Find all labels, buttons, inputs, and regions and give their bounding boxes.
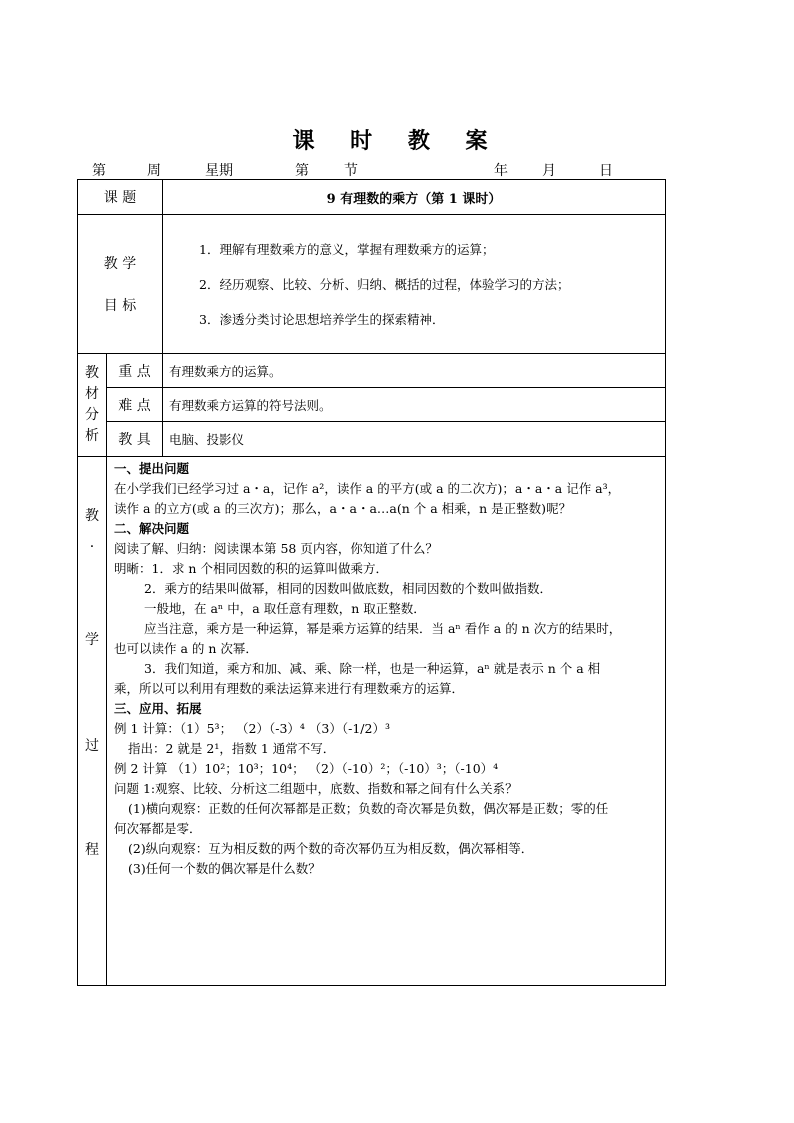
process-label-char: 过: [85, 738, 99, 754]
process-line: 何次幂都是零．: [114, 821, 202, 836]
dateline-year: 年: [494, 163, 508, 179]
dateline-period-prefix: 第: [295, 163, 309, 179]
dateline-week-prefix: 第: [92, 163, 106, 179]
example-line: 例 2 计算 （1）10²；10³；10⁴； （2）（-10）²；（-10）³；（-10）⁴: [114, 761, 499, 776]
analysis-group-label: [78, 354, 107, 457]
topic-value: 9 有理数的乘方（第 1 课时）: [163, 180, 666, 215]
process-line: 指出：2 就是 2¹，指数 1 通常不写．: [128, 741, 336, 756]
goals-label: [78, 215, 163, 354]
process-line: (3)任何一个数的偶次幂是什么数？: [128, 861, 321, 876]
section-heading: 三、应用、拓展: [114, 701, 202, 716]
analysis-group-char: 教: [85, 365, 99, 381]
analysis-row-tools: [78, 422, 666, 457]
goals-content: [163, 215, 666, 354]
process-content: [107, 457, 666, 986]
analysis-row-key-point: [78, 354, 666, 388]
goals-label-line-1: 教 学: [103, 256, 137, 272]
page-title: 课 时 教 案: [292, 128, 502, 154]
analysis-group-char: 材: [85, 386, 99, 402]
topic-row: [78, 180, 666, 215]
dateline-day: 日: [599, 163, 613, 179]
difficulty-value: 有理数乘方运算的符号法则。: [163, 388, 666, 422]
process-line: 读作 a 的立方(或 a 的三次方)；那么，a・a・a…a(n 个 a 相乘，n 是正整数)呢？: [114, 501, 572, 516]
example-line: 例 1 计算：（1）5³； （2）（-3）⁴ （3）（-1/2）³: [114, 721, 390, 736]
tools-value: 电脑、投影仪: [163, 422, 666, 457]
process-line: 2．乘方的结果叫做幂，相同的因数叫做底数，相同因数的个数叫做指数．: [144, 581, 552, 596]
process-label-char: ·: [89, 539, 95, 555]
topic-label: 课 题: [78, 180, 163, 215]
goal-item: 2．经历观察、比较、分析、归纳、概括的过程，体验学习的方法；: [199, 276, 570, 292]
process-line: 也可以读作 a 的 n 次幂．: [114, 641, 258, 656]
process-line: 问题 1:观察、比较、分析这二组题中，底数、指数和幂之间有什么关系？: [114, 781, 518, 796]
process-label-char: 学: [85, 632, 99, 648]
process-line: (1)横向观察：正数的任何次幂都是正数；负数的奇次幂是负数，偶次幂是正数；零的任: [128, 801, 609, 816]
dateline-month: 月: [542, 163, 556, 179]
process-line: 明晰：1．求 n 个相同因数的积的运算叫做乘方．: [114, 561, 388, 576]
tools-label: 教 具: [107, 422, 163, 457]
key-point-label: 重 点: [107, 354, 163, 388]
dateline: [92, 160, 632, 178]
process-line: 阅读了解、归纳：阅读课本第 58 页内容，你知道了什么？: [114, 541, 438, 556]
analysis-row-difficulty: [78, 388, 666, 422]
process-line: 一般地，在 aⁿ 中，a 取任意有理数，n 取正整数．: [144, 601, 426, 616]
goals-row: [78, 215, 666, 354]
process-row: [78, 457, 666, 986]
process-line: 乘，所以可以利用有理数的乘法运算来进行有理数乘方的运算．: [114, 681, 465, 696]
process-line: (2)纵向观察：互为相反数的两个数的奇次幂仍互为相反数，偶次幂相等．: [128, 841, 534, 856]
difficulty-label: 难 点: [107, 388, 163, 422]
process-label: [78, 457, 107, 986]
lesson-plan-table: [77, 179, 666, 986]
process-line: 应当注意，乘方是一种运算，幂是乘方运算的结果．当 aⁿ 看作 a 的 n 次方的结果时，: [144, 621, 622, 636]
process-line: 在小学我们已经学习过 a・a，记作 a²，读作 a 的平方(或 a 的二次方)；a・a・a 记作 a³，: [114, 481, 621, 496]
process-line: 3．我们知道，乘方和加、减、乘、除一样，也是一种运算，aⁿ 就是表示 n 个 a 相: [144, 661, 601, 676]
goal-item: 1．理解有理数乘方的意义，掌握有理数乘方的运算；: [199, 241, 495, 257]
process-label-char: 教: [85, 508, 99, 524]
goal-item: 3．渗透分类讨论思想培养学生的探索精神．: [199, 311, 445, 327]
dateline-period-suffix: 节: [344, 163, 358, 179]
section-heading: 二、解决问题: [114, 521, 190, 536]
goals-label-line-2: 目 标: [103, 298, 137, 314]
dateline-week-suffix: 周: [147, 163, 161, 179]
dateline-weekday: 星期: [205, 163, 233, 179]
process-label-char: 程: [85, 842, 99, 858]
analysis-group-char: 分: [85, 407, 99, 423]
section-heading: 一、提出问题: [114, 461, 190, 476]
analysis-group-char: 析: [85, 428, 99, 444]
key-point-value: 有理数乘方的运算。: [163, 354, 666, 388]
